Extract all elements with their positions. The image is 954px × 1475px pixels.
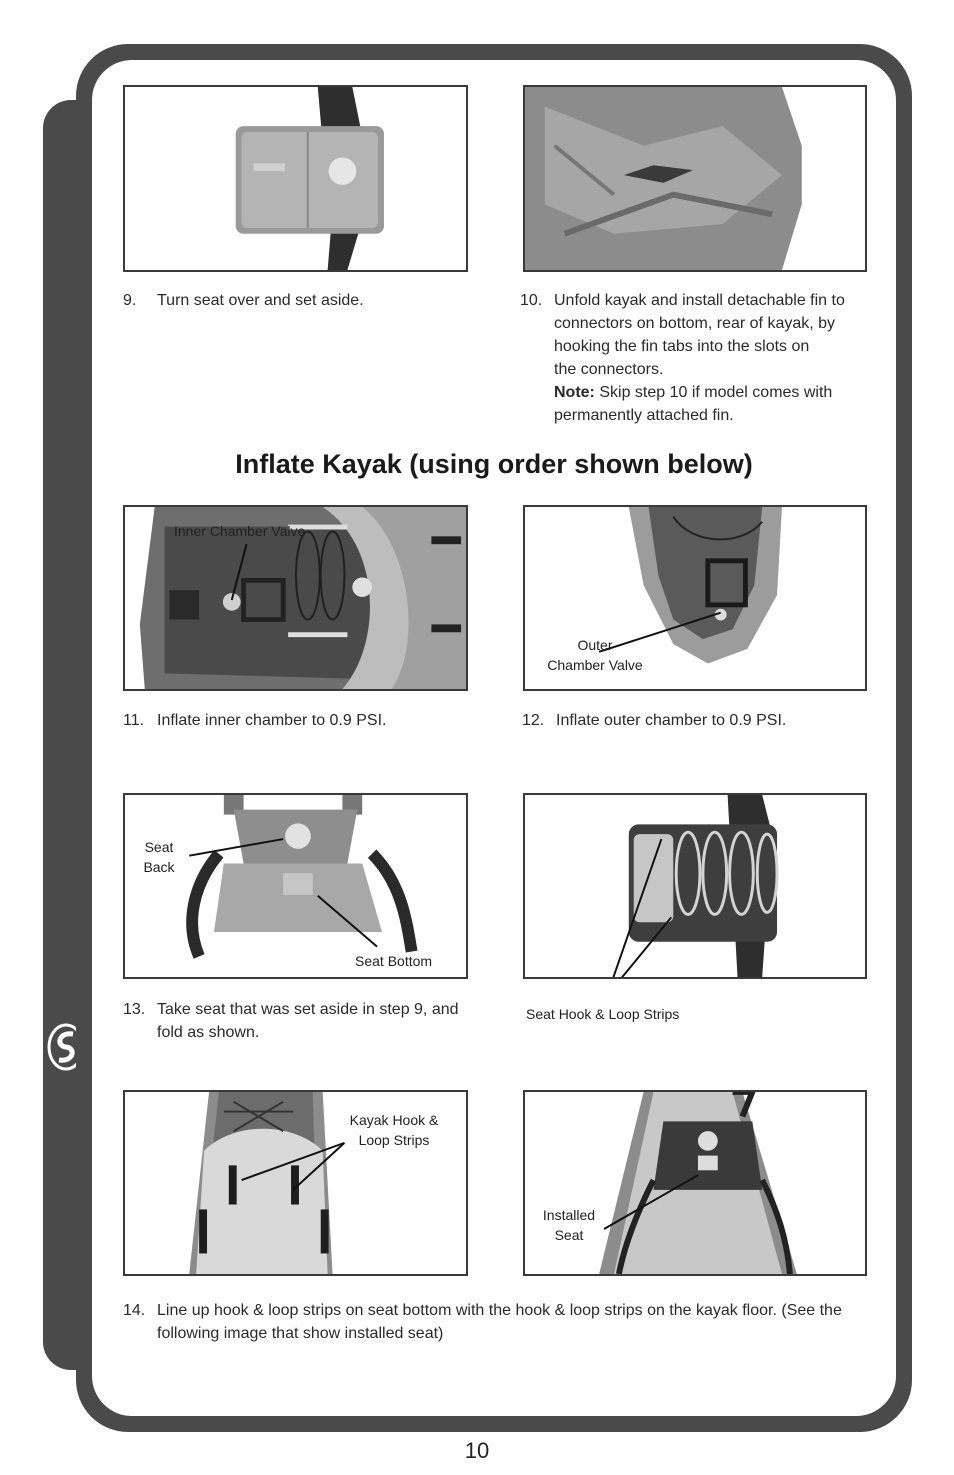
photo-seat-flipped (123, 85, 468, 272)
note-label: Note: (554, 384, 595, 401)
callout-installed-seat (540, 1205, 598, 1245)
step-11 (123, 709, 463, 732)
step-number: 14. (123, 1302, 146, 1319)
step-text-line: the connectors. (554, 361, 664, 378)
callout-line: Seat (554, 1227, 584, 1243)
page-number: 10 (464, 1438, 490, 1463)
step-note (554, 381, 870, 404)
callout-inner-chamber-valve: Inner Chamber Valve (174, 523, 306, 539)
step-note-line2: permanently attached fin. (554, 407, 734, 424)
callout-line: Loop Strips (358, 1132, 430, 1148)
step-number: 9. (123, 292, 137, 309)
step-12 (522, 709, 862, 732)
step-9 (123, 289, 463, 312)
callout-line: Chamber Valve (547, 657, 643, 673)
photo-kayak-fin (523, 85, 867, 272)
callout-line: Kayak Hook & (349, 1112, 439, 1128)
step-number: 12. (522, 712, 545, 729)
callout-line: Seat (144, 839, 174, 855)
step-14 (123, 1299, 863, 1345)
step-number: 10. (520, 292, 543, 309)
step-text: Turn seat over and set aside. (157, 292, 364, 309)
callout-seat-back (140, 837, 178, 877)
callout-kayak-hook-loop (346, 1110, 442, 1150)
step-number: 11. (123, 712, 145, 729)
callout-line: Back (143, 859, 175, 875)
section-heading: Inflate Kayak (using order shown below) (235, 449, 753, 479)
step-text-line: fold as shown. (157, 1024, 260, 1041)
step-text-line: connectors on bottom, rear of kayak, by (554, 315, 836, 332)
photo-installed-seat (523, 1090, 867, 1276)
callout-line: Installed (542, 1207, 596, 1223)
photo-seat-underside (523, 793, 867, 979)
step-text-line: Take seat that was set aside in step 9, and (157, 1001, 459, 1018)
step-10 (520, 289, 870, 427)
callout-seat-bottom: Seat Bottom (355, 953, 433, 969)
step-text: Inflate inner chamber to 0.9 PSI. (157, 712, 387, 729)
callout-outer-chamber-valve (546, 635, 644, 675)
callout-line: Outer (577, 637, 613, 653)
step-number: 13. (123, 1001, 146, 1018)
note-text: Skip step 10 if model comes with (594, 384, 833, 401)
callout-seat-hook-loop: Seat Hook & Loop Strips (526, 1006, 680, 1022)
step-text: Inflate outer chamber to 0.9 PSI. (556, 712, 787, 729)
step-text-line: hooking the fin tabs into the slots on (554, 338, 810, 355)
step-text-line: Unfold kayak and install detachable fin to (554, 292, 845, 309)
step-text-line: Line up hook & loop strips on seat bottom with the hook & loop strips on the kayak floor. (See the (157, 1302, 842, 1319)
step-text-line: following image that show installed seat) (157, 1325, 444, 1342)
step-13 (123, 998, 483, 1044)
